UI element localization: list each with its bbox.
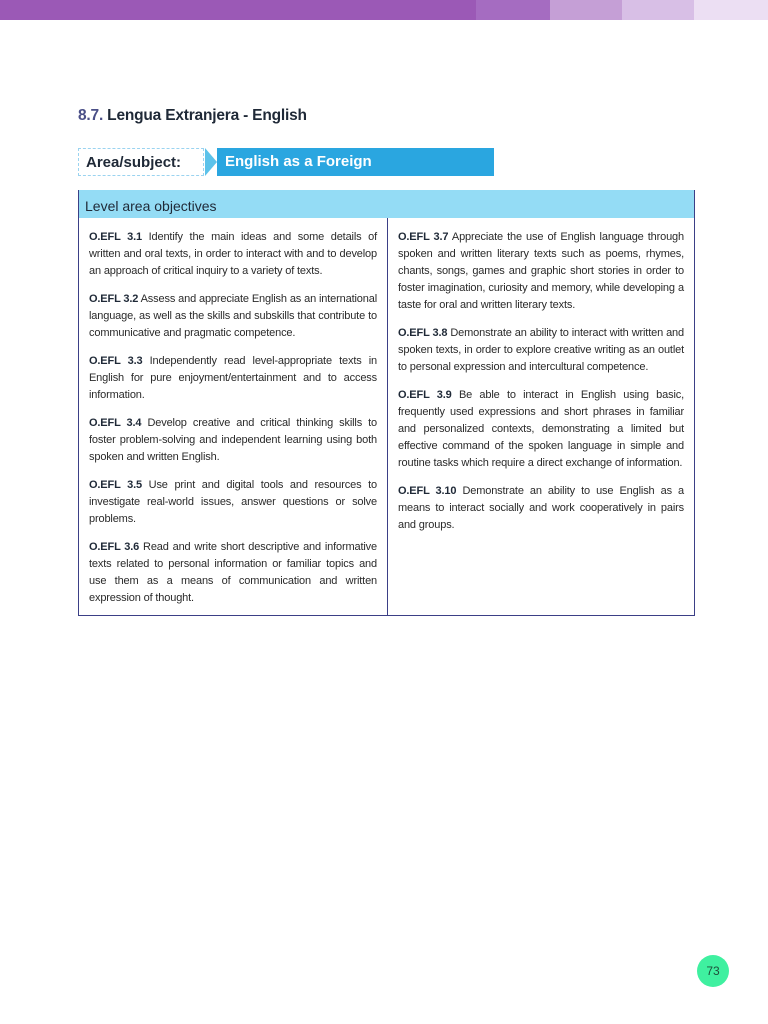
section-title-text: Lengua Extranjera - English bbox=[107, 107, 307, 124]
objectives-right-column bbox=[388, 218, 694, 615]
objective-code: O.EFL 3.5 bbox=[89, 479, 142, 491]
objective-code: O.EFL 3.8 bbox=[398, 327, 448, 339]
objective-code: O.EFL 3.7 bbox=[398, 231, 449, 243]
objective-item bbox=[398, 483, 684, 534]
objective-code: O.EFL 3.2 bbox=[89, 293, 139, 305]
objectives-header: Level area objectives bbox=[79, 190, 694, 218]
objective-text: Demonstrate an ability to use English as a means to interact socially and work cooperatively in pairs and groups. bbox=[398, 485, 684, 531]
objective-code: O.EFL 3.9 bbox=[398, 389, 452, 401]
objective-text: Use print and digital tools and resources to investigate real-world issues, answer questions or solve problems. bbox=[89, 479, 378, 525]
objective-text: Assess and appreciate English as an international language, as well as the skills and subskills that contribute to communicative and pragmatic competence. bbox=[89, 293, 377, 339]
objective-code: O.EFL 3.4 bbox=[89, 417, 142, 429]
objective-item bbox=[89, 539, 377, 607]
objective-text: Develop creative and critical thinking skills to foster problem-solving and independent learning using both spoken and written English. bbox=[89, 417, 378, 463]
objective-code: O.EFL 3.1 bbox=[89, 231, 142, 243]
objective-code: O.EFL 3.10 bbox=[398, 485, 457, 497]
top-bar-segment bbox=[622, 0, 694, 20]
page-number-badge: 73 bbox=[697, 955, 729, 987]
objective-item bbox=[89, 415, 377, 466]
objective-item bbox=[398, 229, 684, 314]
top-bar-segment bbox=[694, 0, 768, 20]
objective-text: Identify the main ideas and some details of written and oral texts, in order to interact with and to develop an approach of critical inquiry to a variety of texts. bbox=[89, 231, 378, 277]
objective-text: Be able to interact in English using basic, frequently used expressions and short phrases in familiar and personalized contexts, demonstrating a limited but effective command of the spoken language in simple and routine tasks which require a direct exchange of information. bbox=[398, 389, 684, 469]
top-bar-segment bbox=[0, 0, 476, 20]
section-title bbox=[78, 107, 307, 125]
objective-item bbox=[398, 325, 684, 376]
objective-item bbox=[89, 291, 377, 342]
objective-text: Read and write short descriptive and informative texts related to personal information or familiar topics and use them as a means of communication and written expression of thought. bbox=[89, 541, 378, 604]
top-bar-segment bbox=[476, 0, 550, 20]
objective-item bbox=[89, 477, 377, 528]
objective-code: O.EFL 3.6 bbox=[89, 541, 140, 553]
objective-text: Independently read level-appropriate texts in English for pure enjoyment/entertainment and to access information. bbox=[89, 355, 378, 401]
arrow-right-icon bbox=[205, 148, 217, 176]
objective-text: Appreciate the use of English language through spoken and written literary texts such as poems, rhymes, chants, songs, games and graphic short stories in order to foster imagination, curiosity and memory, while developing a taste for oral and written literary texts. bbox=[398, 231, 684, 311]
top-color-bar bbox=[0, 0, 768, 20]
objective-item bbox=[89, 353, 377, 404]
top-bar-segment bbox=[550, 0, 622, 20]
area-subject-row bbox=[78, 148, 496, 178]
objective-item bbox=[89, 229, 377, 280]
section-number: 8.7. bbox=[78, 107, 104, 124]
objective-code: O.EFL 3.3 bbox=[89, 355, 143, 367]
area-subject-label: Area/subject: bbox=[78, 148, 204, 176]
area-subject-value: English as a Foreign bbox=[217, 148, 494, 176]
level-area-objectives-table bbox=[78, 190, 695, 616]
objective-item bbox=[398, 387, 684, 472]
objective-text: Demonstrate an ability to interact with written and spoken texts, in order to explore creative writing as an outlet to personal expression and intercultural competence. bbox=[398, 327, 684, 373]
objectives-left-column bbox=[79, 218, 388, 615]
